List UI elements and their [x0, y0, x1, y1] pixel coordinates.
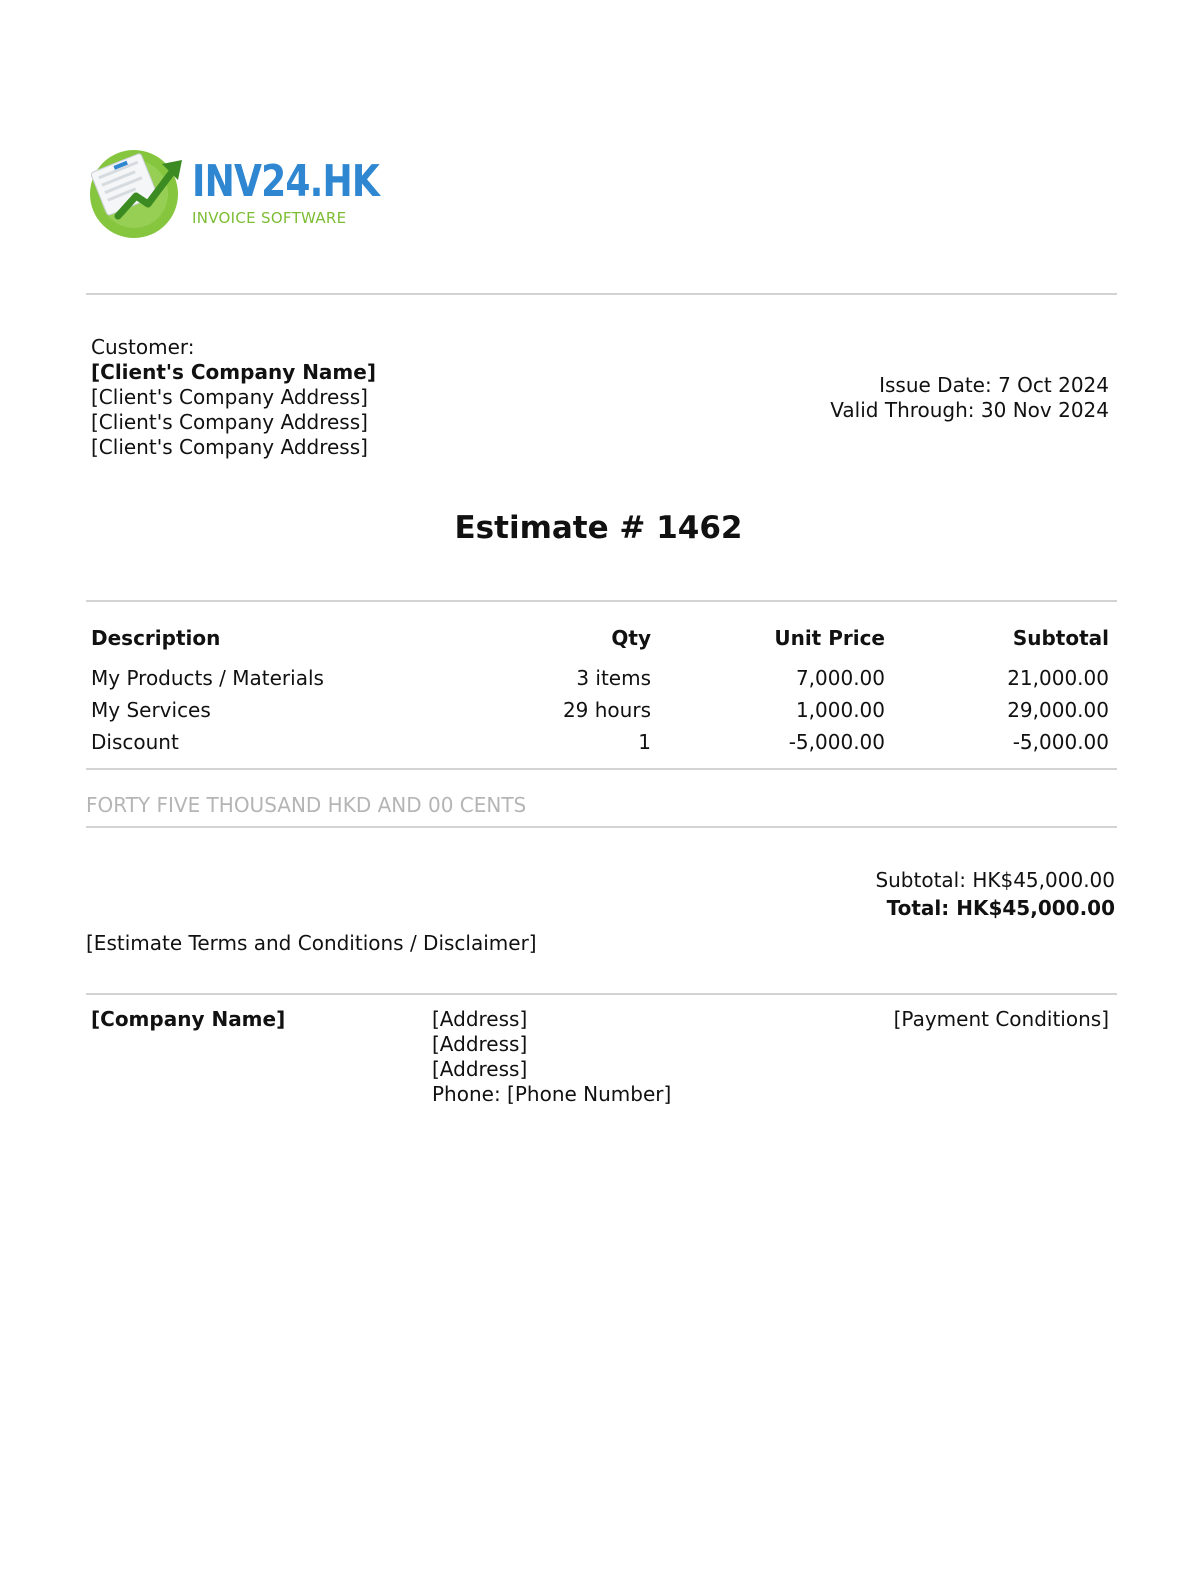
item-description: My Products / Materials	[91, 666, 324, 690]
item-subtotal: 21,000.00	[1007, 666, 1109, 690]
total-amount: Total: HK$45,000.00	[886, 896, 1115, 920]
footer-company-name: [Company Name]	[91, 1007, 286, 1031]
issue-date: Issue Date: 7 Oct 2024	[879, 373, 1109, 397]
dates-block	[830, 373, 1109, 423]
table-row	[91, 664, 1111, 696]
footer-address-line: [Address]	[432, 1057, 528, 1081]
footer-divider	[86, 993, 1117, 995]
item-qty: 3 items	[576, 666, 651, 690]
item-unit-price: -5,000.00	[788, 730, 885, 754]
amount-in-words: FORTY FIVE THOUSAND HKD AND 00 CENTS	[86, 793, 527, 817]
totals-block	[875, 866, 1115, 922]
logo-wordmark: INV24.HK	[192, 156, 380, 207]
client-company-name: [Client's Company Name]	[91, 360, 376, 384]
table-bottom-divider	[86, 768, 1117, 770]
table-row	[91, 728, 1111, 760]
estimate-title: Estimate # 1462	[454, 510, 743, 546]
column-header-description: Description	[91, 626, 221, 650]
table-row	[91, 696, 1111, 728]
subtotal-amount: Subtotal: HK$45,000.00	[875, 868, 1115, 892]
column-header-qty: Qty	[611, 626, 651, 650]
item-description: My Services	[91, 698, 211, 722]
customer-block	[91, 335, 376, 460]
column-header-unit-price: Unit Price	[774, 626, 885, 650]
footer-address-block	[432, 1007, 671, 1107]
item-unit-price: 7,000.00	[795, 666, 885, 690]
item-qty: 1	[638, 730, 651, 754]
client-address-line: [Client's Company Address]	[91, 410, 368, 434]
footer-address-line: [Address]	[432, 1032, 528, 1056]
payment-conditions: [Payment Conditions]	[893, 1007, 1109, 1031]
invoice-chart-icon	[88, 146, 182, 238]
client-address-line: [Client's Company Address]	[91, 435, 368, 459]
item-description: Discount	[91, 730, 179, 754]
item-subtotal: -5,000.00	[1012, 730, 1109, 754]
footer-phone: Phone: [Phone Number]	[432, 1082, 672, 1106]
client-address-line: [Client's Company Address]	[91, 385, 368, 409]
company-logo	[88, 146, 378, 238]
customer-label: Customer:	[91, 335, 195, 359]
words-divider	[86, 826, 1117, 828]
items-table	[91, 624, 1111, 760]
terms-and-conditions: [Estimate Terms and Conditions / Disclaimer]	[86, 931, 537, 955]
logo-tagline: INVOICE SOFTWARE	[192, 209, 347, 227]
header-divider	[86, 293, 1117, 295]
item-subtotal: 29,000.00	[1007, 698, 1109, 722]
column-header-subtotal: Subtotal	[1012, 626, 1109, 650]
footer-address-line: [Address]	[432, 1007, 528, 1031]
item-unit-price: 1,000.00	[795, 698, 885, 722]
item-qty: 29 hours	[562, 698, 651, 722]
table-top-divider	[86, 600, 1117, 602]
valid-through-date: Valid Through: 30 Nov 2024	[830, 398, 1109, 422]
table-header-row	[91, 624, 1111, 664]
